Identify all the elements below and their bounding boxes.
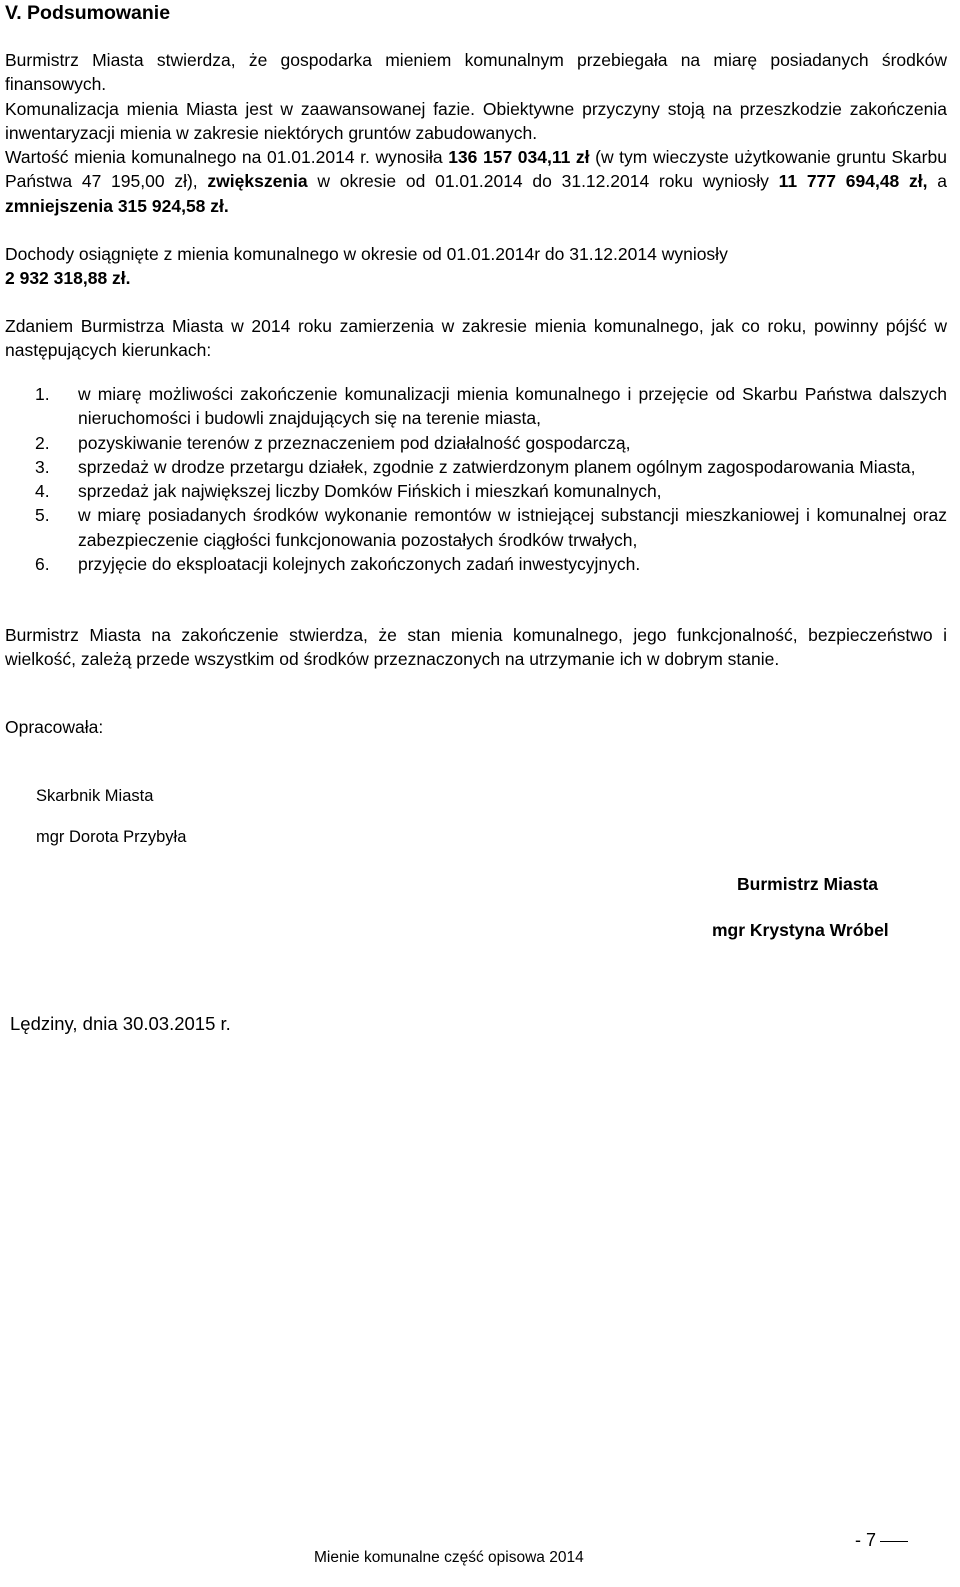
list-item: [5, 455, 947, 479]
list-item-number: 2.: [35, 432, 50, 453]
page-footer: Mienie komunalne część opisowa 2014: [314, 1549, 584, 1566]
list-item: [5, 431, 947, 455]
list-item: [5, 503, 947, 552]
page-number-text: - 7: [854, 1530, 876, 1550]
list-item-text: przyjęcie do eksploatacji kolejnych zakończonych zadań inwestycyjnych.: [78, 554, 641, 575]
decrease-amount: zmniejszenia 315 924,58 zł.: [5, 195, 229, 216]
list-item-text: sprzedaż jak największej liczby Domków Fińskich i mieszkań komunalnych,: [78, 481, 662, 502]
list-item-text: sprzedaż w drodze przetargu działek, zgodnie z zatwierdzonym planem ogólnym zagospodarowania Miasta,: [78, 456, 916, 477]
treasurer-name: mgr Dorota Przybyła: [36, 828, 187, 846]
page-number: [855, 1528, 908, 1552]
place-and-date: Lędziny, dnia 30.03.2015 r.: [10, 1013, 231, 1034]
page-number-dash: [880, 1541, 908, 1542]
prepared-by-label: Opracowała:: [5, 717, 104, 737]
decrease-connector-text: a: [937, 171, 947, 192]
list-item-text: w miarę możliwości zakończenie komunalizacji mienia komunalnego i przejęcie od Skarbu Państwa dalszych nieruchomości i budowli znajdujących się na terenie miasta,: [78, 384, 947, 429]
list-item-number: 3.: [35, 456, 50, 477]
list-item: [5, 382, 947, 431]
increase-period-text: w okresie od 01.01.2014 do 31.12.2014 roku wyniosły: [317, 171, 769, 192]
section-heading: V. Podsumowanie: [5, 2, 171, 24]
income-paragraph: [5, 242, 947, 291]
value-note-text: (w tym wieczyste użytkowanie gruntu Skarbu Państwa 47 195,00 zł),: [5, 147, 947, 192]
closing-paragraph: Burmistrz Miasta na zakończenie stwierdza, że stan mienia komunalnego, jego funkcjonalność, bezpieczeństwo i wielkość, zależą przede wszystkim od środków przeznaczonych na utrzymanie ich w dobrym stanie.: [5, 625, 947, 670]
list-item: [5, 552, 947, 576]
mayor-name: mgr Krystyna Wróbel: [712, 920, 889, 940]
list-item-text: w miarę posiadanych środków wykonanie remontów w istniejącej substancji mieszkaniowej i komunalnej oraz zabezpieczenie ciągłości funkcjonowania pozostałych środków trwałych,: [78, 505, 947, 550]
summary-paragraph: [5, 48, 947, 218]
list-item-number: 6.: [35, 554, 50, 575]
mayor-title: Burmistrz Miasta: [737, 874, 879, 894]
list-item-number: 1.: [35, 384, 50, 404]
value-intro-text: Wartość mienia komunalnego na 01.01.2014 r. wynosiła: [5, 147, 443, 168]
value-amount: 136 157 034,11 zł: [448, 147, 590, 168]
income-text: Dochody osiągnięte z mienia komunalnego w okresie od 01.01.2014r do 31.12.2014 wyniosły: [5, 244, 728, 264]
income-amount: 2 932 318,88 zł.: [5, 268, 131, 289]
summary-finance-sentence: Burmistrz Miasta stwierdza, że gospodarka mieniem komunalnym przebiegała na miarę posiadanych środków finansowych.: [5, 50, 947, 95]
plans-intro-paragraph: Zdaniem Burmistrza Miasta w 2014 roku zamierzenia w zakresie mienia komunalnego, jak co roku, powinny pójść w następujących kierunkach:: [5, 316, 947, 361]
increase-amount: 11 777 694,48 zł,: [778, 171, 928, 192]
summary-communalization-sentence: Komunalizacja mienia Miasta jest w zaawansowanej fazie. Obiektywne przyczyny stoją na przeszkodzie zakończenia inwentaryzacji mienia w zakresie niektórych gruntów zabudowanych.: [5, 98, 947, 143]
list-item: [5, 479, 947, 503]
list-item-number: 5.: [35, 505, 50, 526]
list-item-number: 4.: [35, 481, 50, 502]
list-item-text: pozyskiwanie terenów z przeznaczeniem pod działalność gospodarczą,: [78, 432, 631, 453]
treasurer-title: Skarbnik Miasta: [36, 787, 154, 805]
directions-list: [5, 382, 947, 576]
increase-label: zwiększenia: [207, 171, 308, 192]
